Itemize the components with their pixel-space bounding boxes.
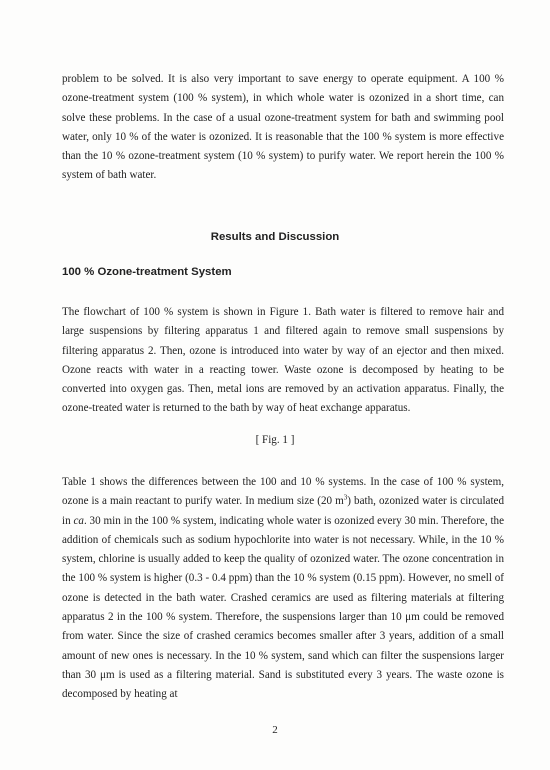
circa-abbreviation: ca [73,514,84,527]
section-heading-results: Results and Discussion [210,231,340,243]
intro-paragraph-continuation: problem to be solved. It is also very important to save energy to operate equipment. A 100 % ozone-treatment system (100 % system), in which whole water is ozonized in a short time, can solve these problems. In the case of a usual ozone-treatment system for bath and swimming pool water, only 10 % of the water is ozonized. It is reasonable that the 100 % system is more effective than the 10 % ozone-treatment system (10 % system) to purify water. We report herein the 100 % system of bath water. [62,73,504,182]
comparison-text-a: Table 1 shows the differences between the 100 and 10 % systems. In the case of 100 % system, ozone is a main reactant to purify water. In medium size (20 m [62,476,504,508]
figure-reference: [ Fig. 1 ] [255,434,295,446]
flowchart-paragraph: The flowchart of 100 % system is shown in Figure 1. Bath water is filtered to remove hair and large suspensions by filtering apparatus 1 and filtered again to remove small suspensions by filtering apparatus 2. Then, ozone is introduced into water by way of an ejector and then mixed. Ozone reacts with water in a reacting tower. Waste ozone is decomposed by heating to be converted into oxygen gas. Then, metal ions are removed by an activation apparatus. Finally, the ozone-treated water is returned to the bath by way of heat exchange apparatus. [62,306,504,415]
comparison-text-b: ) bath, ozonized water is circulated in [62,495,504,527]
page-number: 2 [272,724,278,736]
cubic-superscript: 3 [343,493,348,502]
comparison-text-c: . 30 min in the 100 % system, indicating whole water is ozonized every 30 min. Therefore, the addition of chemicals such as sodium hypochlorite into water is not necessary. While, in the 10 % system, chlorine is usually added to keep the quality of ozonized water. The ozone concentration in the 100 % system is higher (0.3 - 0.4 ppm) than the 10 % system (0.15 ppm). However, no smell of ozone is detected in the bath water. Crashed ceramics are used as filtering materials at filtering apparatus 2 in the 100 % system. Therefore, the suspensions larger than 10 μm could be removed from water. Since the size of crashed ceramics becomes smaller after 3 years, addition of a small amount of new ones is necessary. In the 10 % system, sand which can filter the suspensions larger than 30 μm is used as a filtering material. Sand is substituted every 3 years. The waste ozone is decomposed by heating at [62,514,505,701]
comparison-paragraph [62,473,504,705]
subsection-heading-ozone-system: 100 % Ozone-treatment System [62,266,232,278]
